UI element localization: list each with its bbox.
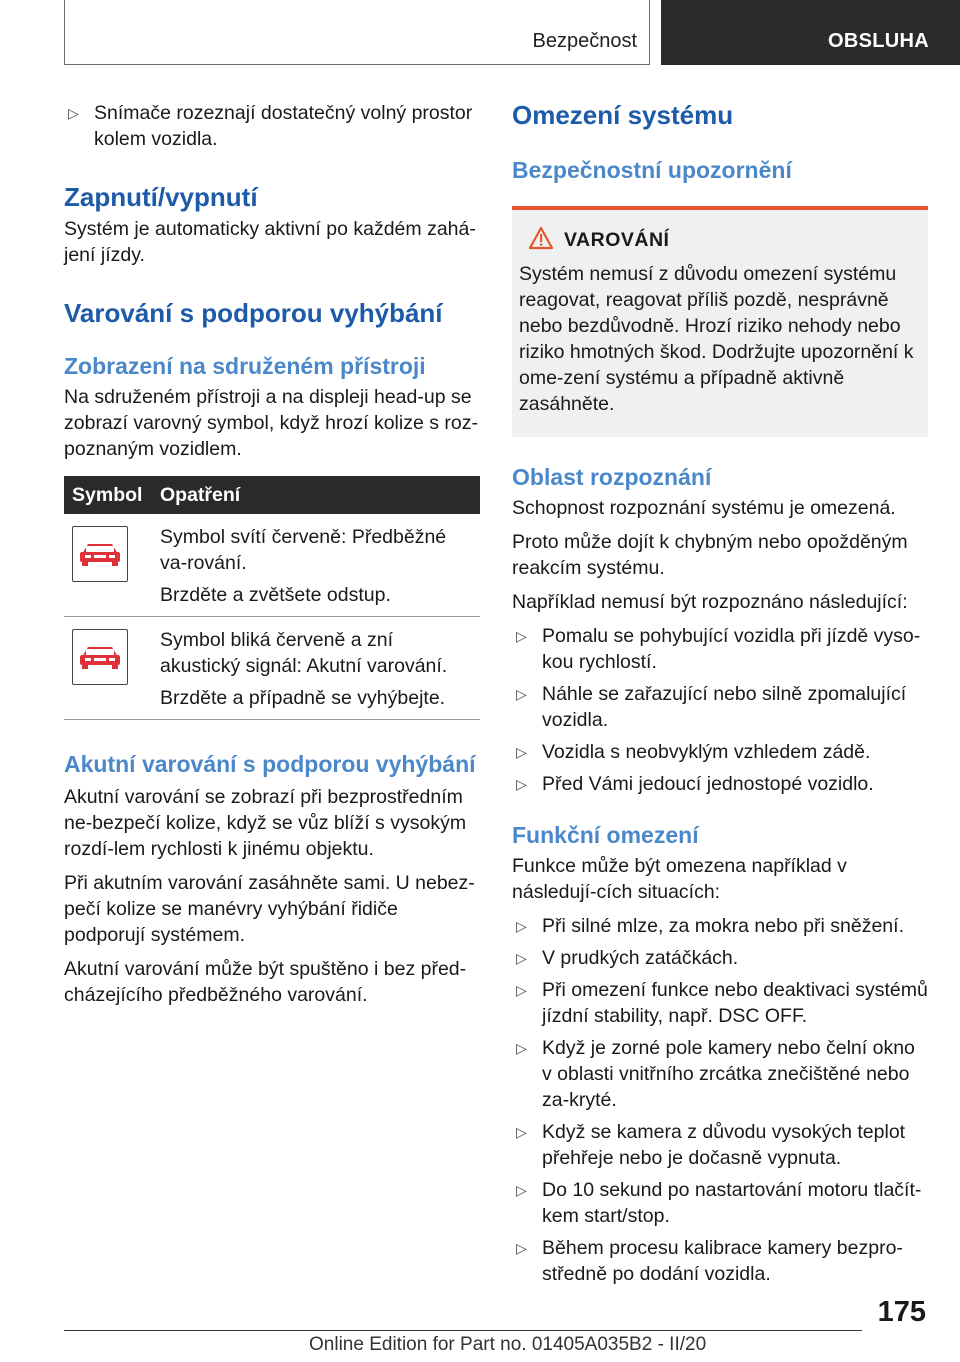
header-section-title: Bezpečnost [532,30,637,52]
list-item: ▷ Při silné mlze, za mokra nebo při sněžení. [516,915,904,937]
list-item: ▷ Před Vámi jedoucí jednostopé vozidlo. [516,773,874,795]
list-item: ▷ Pomalu se pohybující vozidla při jízdě vyso‐kou rychlostí. [516,625,921,673]
table-row [64,617,480,720]
triangle-bullet-icon: ▷ [516,1124,527,1140]
footer-edition: Online Edition for Part no. 01405A035B2 - II/20 [309,1334,707,1355]
heading-system-limits: Omezení systému [512,100,734,130]
triangle-bullet-icon: ▷ [516,776,527,792]
triangle-bullet-icon: ▷ [516,1240,527,1256]
column-header-action: Opatření [152,476,480,514]
table-cell-text: Brzděte a případně se vyhýbejte. [160,687,446,709]
paragraph: Například nemusí být rozpoznáno následující: [512,591,908,613]
warning-text: Systém nemusí z důvodu omezení systému reagovat, reagovat příliš pozdě, nesprávně nebo bezdůvodně. Hrozí riziko nehody nebo riziko hmotných škod. Dodržujte upozornění k ome‐zení systému a případně aktivně zasáhněte. [519,263,914,415]
list-item: ▷ Do 10 sekund po nastartování motoru tlačít‐kem start/stop. [516,1179,922,1227]
car-warning-icon [72,629,128,685]
triangle-bullet-icon: ▷ [516,982,527,998]
list-item: ▷ Vozidla s neobvyklým vzhledem zádě. [516,741,871,763]
heading-cluster-display: Zobrazení na sdruženém přístroji [64,353,426,379]
heading-safety-notes: Bezpečnostní upozornění [512,157,792,183]
list-item: ▷ Během procesu kalibrace kamery bezpro‐středně po dodání vozidla. [516,1237,903,1285]
paragraph: Akutní varování se zobrazí při bezprostředním ne‐bezpečí kolize, když se vůz blíží s vysokým rozdí‐lem rychlosti k jinému objektu. [64,786,467,860]
list-item: ▷ Když je zorné pole kamery nebo čelní okno v oblasti vnitřního zrcátka znečištěné nebo za‐kryté. [516,1037,915,1111]
triangle-bullet-icon: ▷ [516,1040,527,1056]
heading-acute-warning: Akutní varování s podporou vyhýbání [64,751,476,777]
heading-on-off: Zapnutí/vypnutí [64,182,258,212]
warning-title: VAROVÁNÍ [564,229,670,251]
paragraph: Proto může dojít k chybným nebo opožděným reakcím systému. [512,531,908,579]
table-cell-text: Symbol bliká červeně a zní akustický signál: Akutní varování. [160,629,448,677]
list-item: ▷ Při omezení funkce nebo deaktivaci systémů jízdní stability, např. DSC OFF. [516,979,928,1027]
list-item: ▷ Snímače rozeznají dostatečný volný prostor kolem vozidla. [68,102,473,150]
column-header-symbol: Symbol [64,476,152,514]
paragraph: Schopnost rozpoznání systému je omezená. [512,497,896,519]
paragraph: Funkce může být omezena například v následují‐cích situacích: [512,855,847,903]
list-item: ▷ Náhle se zařazující nebo silně zpomalující vozidla. [516,683,907,731]
left-column [64,100,480,1016]
heading-detection-range: Oblast rozpoznání [512,464,712,490]
table-cell-text: Brzděte a zvětšete odstup. [160,584,391,606]
page-number: 175 [877,1296,926,1328]
right-column [512,100,928,1293]
triangle-bullet-icon: ▷ [68,105,79,121]
triangle-bullet-icon: ▷ [516,744,527,760]
list-item: ▷ V prudkých zatáčkách. [516,947,739,969]
triangle-bullet-icon: ▷ [516,950,527,966]
footer-divider [64,1330,862,1331]
warning-box [512,206,928,437]
paragraph: Na sdruženém přístroji a na displeji head-up se zobrazí varovný symbol, když hrozí kolize s roz‐poznaným vozidlem. [64,386,478,460]
triangle-bullet-icon: ▷ [516,918,527,934]
header-frame [64,0,650,65]
triangle-bullet-icon: ▷ [516,1182,527,1198]
symbol-table [64,476,480,720]
header-chapter-label: OBSLUHA [828,30,929,52]
car-warning-icon [72,526,128,582]
warning-triangle-icon [528,226,554,255]
list-item: ▷ Když se kamera z důvodu vysokých teplot přehřeje nebo je dočasně vypnuta. [516,1121,906,1169]
header-chapter-tab [661,0,960,65]
triangle-bullet-icon: ▷ [516,686,527,702]
heading-avoidance-warning: Varování s podporou vyhýbání [64,298,443,328]
table-row [64,514,480,617]
triangle-bullet-icon: ▷ [516,628,527,644]
paragraph: Systém je automaticky aktivní po každém zahá‐jení jízdy. [64,218,476,266]
paragraph: Při akutním varování zasáhněte sami. U nebez‐pečí kolize se manévry vyhýbání řidiče podporují systémem. [64,872,475,946]
paragraph: Akutní varování může být spuštěno i bez před‐cházejícího předběžného varování. [64,958,467,1006]
heading-functional-limits: Funkční omezení [512,822,699,848]
table-cell-text: Symbol svítí červeně: Předběžné va‐rování. [160,526,447,574]
